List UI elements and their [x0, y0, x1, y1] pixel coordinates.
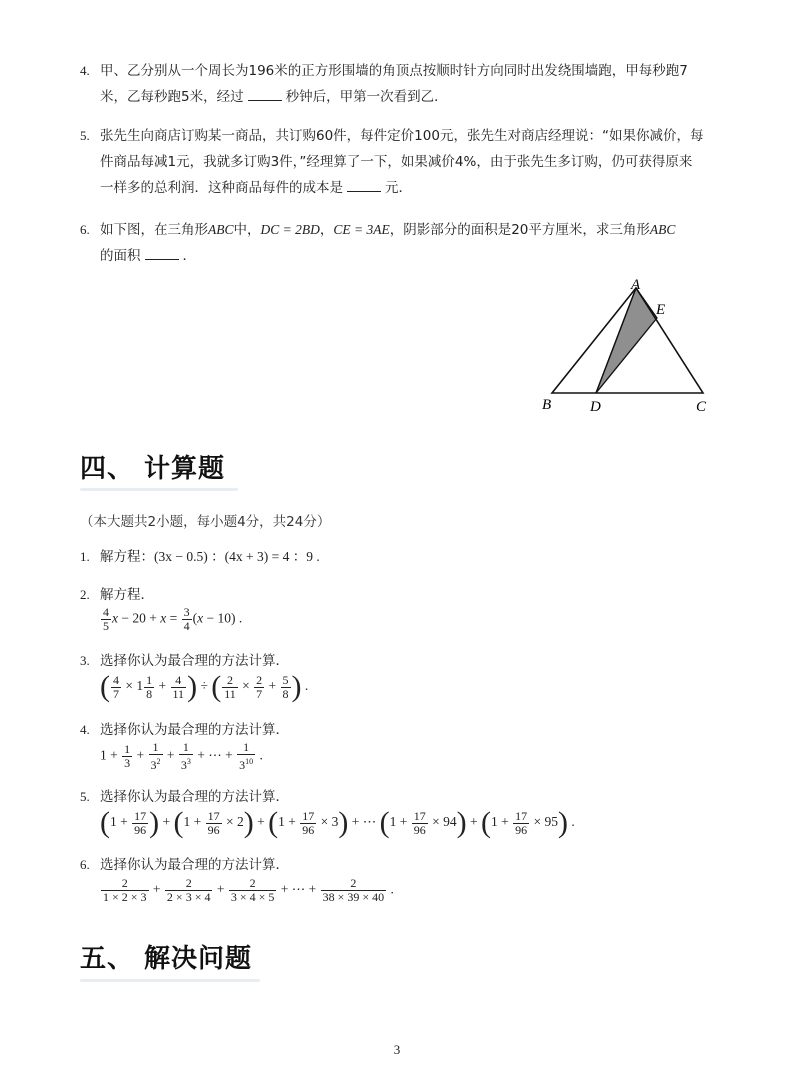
problem-number: 5. — [80, 128, 90, 143]
problem-text: 甲、乙分别从一个周长为196米的正方形围墙的角顶点按顺时针方向同时出发绕围墙跑，甲每秒跑7 — [100, 63, 688, 79]
math-expr: ( $\frac{4}{7}$ × 1 $\frac{1}{8}$ + $\frac{4}{11}$ ) ÷ ( $\frac{2}{11}$ × $\frac{2}{7}$ + $\frac{5}{8}$ ) . — [100, 670, 309, 703]
problem-text: 选择你认为最合理的方法计算． — [100, 789, 289, 805]
problem-number: 6. — [80, 222, 90, 237]
problem-text: 秒钟后，甲第一次看到乙． — [285, 89, 448, 105]
math-expr: $\frac{4}{5}$ x − 20 + x = $\frac{3}{4}$ (x − 10) . — [103, 605, 243, 633]
problem-number: 1. — [80, 549, 90, 564]
label-d: D — [590, 399, 601, 415]
answer-blank[interactable] — [347, 177, 381, 192]
math-expr: ABC — [649, 222, 676, 237]
problem-text: 件商品每减1元，我就多订购3件，”经理算了一下，如果减价4%，由于张先生多订购，仍可获得原来 — [100, 154, 693, 170]
problem-text: 元． — [385, 180, 412, 196]
label-b: B — [542, 397, 552, 413]
label-c: C — [696, 399, 707, 415]
problem-text: 选择你认为最合理的方法计算． — [100, 653, 289, 669]
triangle-figure — [530, 272, 730, 420]
problem-text: 选择你认为最合理的方法计算． — [100, 722, 289, 738]
calc-5 — [80, 784, 289, 810]
page-number: 3 — [393, 1042, 401, 1057]
problem-number: 6. — [80, 857, 90, 872]
problem-text: 中， — [233, 222, 261, 238]
section-underline — [80, 979, 260, 982]
problem-number: 2. — [80, 587, 90, 602]
section-note: （本大题共2小题，每小题4分，共24分） — [80, 514, 331, 530]
problem-number: 5. — [80, 789, 90, 804]
math-expr: CE = 3AE — [333, 222, 390, 237]
problem-text: ． — [182, 248, 196, 264]
math-expr: (1 + $\frac{17}{96}$ ) + (1 + $\frac{17}{96}$ × 2) + (1 + $\frac{17}{96}$ × 3) + ⋯ (1 + $\frac{17}{96}$ × 94) + (1 + $\frac{17}{96}$ × 95) . — [100, 806, 575, 839]
section-title: 四、 计算题 — [80, 454, 226, 484]
math-expr: (3x − 0.5) ：(4x + 3) = 4 ：9 . — [154, 549, 320, 564]
problem-text: 如下图，在三角形 — [100, 222, 208, 238]
answer-blank[interactable] — [248, 86, 282, 101]
math-expr: $\frac{2}{1 \times 2 \times 3}$ + $\frac{2}{2 \times 3 \times 4}$ + $\frac{2}{3 \times 4 \times 5}$ + ⋯ + $\frac{2}{38 \times 39 \times 40}$ . — [103, 876, 394, 904]
problem-text: 解方程： — [100, 549, 154, 565]
calc-2 — [80, 582, 154, 608]
math-expr: ABC — [208, 222, 234, 237]
problem-number: 3. — [80, 653, 90, 668]
problem-text: 张先生向商店订购某一商品，共订购60件，每件定价100元，张先生对商店经理说：“如果你减价，每 — [100, 128, 704, 144]
problem-text: ， — [319, 222, 334, 238]
calc-1 — [80, 544, 320, 570]
label-a: A — [631, 277, 641, 293]
label-e: E — [656, 302, 666, 318]
problem-number: 4. — [80, 722, 90, 737]
section-title: 五、 解决问题 — [80, 944, 253, 974]
shaded-region — [596, 288, 657, 393]
problem-number: 4. — [80, 63, 90, 78]
problem-4 — [80, 58, 688, 110]
problem-text: 解方程． — [100, 587, 154, 603]
section-underline — [80, 488, 238, 491]
calc-6 — [80, 852, 289, 878]
math-expr: 1 + $\frac{1}{3}$ + $\frac{1}{3^2}$ + $\frac{1}{3^3}$ + ⋯ + $\frac{1}{3^{10}}$ . — [100, 740, 263, 772]
answer-blank[interactable] — [145, 245, 179, 260]
problem-6 — [80, 217, 675, 269]
math-expr: DC = 2BD — [260, 222, 320, 237]
problem-text: 的面积 — [100, 248, 141, 264]
problem-text: 选择你认为最合理的方法计算． — [100, 857, 289, 873]
problem-text: 一样多的总利润．这种商品每件的成本是 — [100, 180, 343, 196]
problem-text: ，阴影部分的面积是20平方厘米，求三角形 — [389, 222, 650, 238]
problem-5 — [80, 123, 703, 201]
problem-text: 米，乙每秒跑5米，经过 — [100, 89, 244, 105]
calc-3 — [80, 648, 289, 674]
